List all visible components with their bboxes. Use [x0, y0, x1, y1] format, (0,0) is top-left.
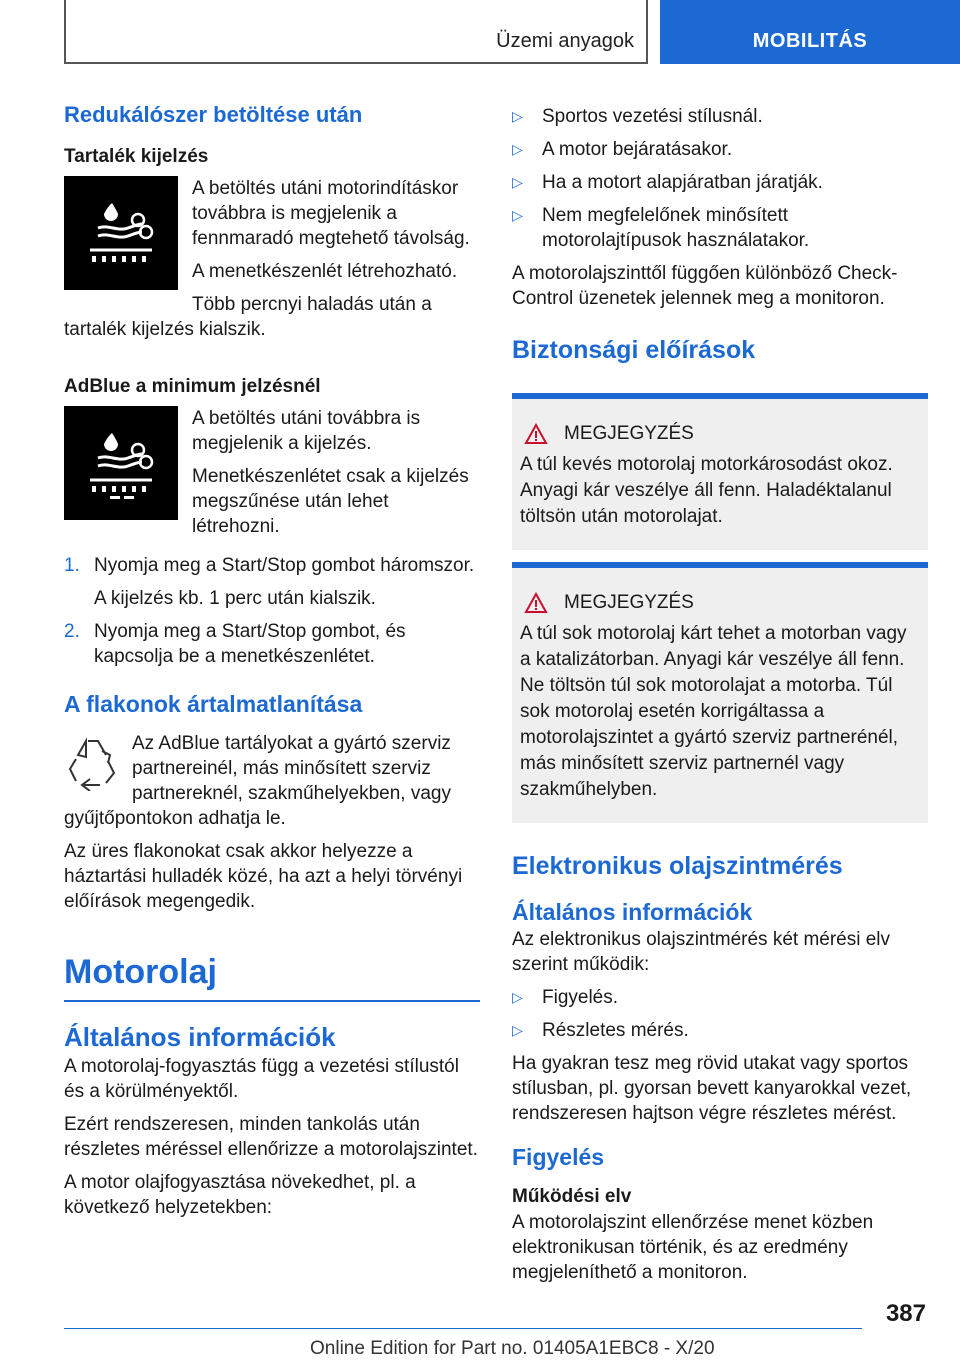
header-section-label: Üzemi anyagok — [496, 30, 634, 52]
list-item — [512, 104, 928, 129]
heading-disposal: A flakonok ártalmatlanítása — [64, 691, 363, 717]
header-chapter-tab — [660, 0, 960, 64]
bullet-triangle-icon: ▷ — [512, 1022, 523, 1038]
note-text: A túl sok motorolaj kárt tehet a motorban vagy a katalizátorban. Anyagi kár veszélye áll fenn. Ne töltsön túl sok motorolajat a motorba. Túl sok motorolaj esetén korrigáltassa a motorolajszintet a gyártó szerviz partnerénél, más minősített szerviz partnernél vagy szakműhelyben. — [520, 623, 907, 800]
note-text: A túl kevés motorolaj motorkárosodást okoz. Anyagi kár veszélye áll fenn. Haladéktalanul töltsön után motorolajat. — [520, 454, 893, 527]
list-item — [512, 985, 928, 1010]
heading-divider — [64, 1000, 480, 1002]
header-section-tab — [64, 0, 648, 64]
heading-reserve: Tartalék kijelzés — [64, 146, 209, 167]
list-item — [512, 1018, 928, 1043]
step-subtext: A kijelzés kb. 1 perc után kialszik. — [94, 588, 376, 609]
heading-minimum: AdBlue a minimum jelzésnél — [64, 376, 321, 397]
electronic-text-2: Ha gyakran tesz meg rövid utakat vagy sportos stílusban, pl. gyorsan bevett kanyarokkal vezet, rendszeresen hajtson végre részletes mérést. — [512, 1053, 912, 1124]
oil-text-2: Ezért rendszeresen, minden tankolás után részletes méréssel ellenőrizze a motorolajszintet. — [64, 1114, 478, 1160]
reserve-text-1: A betöltés utáni motorindításkor továbbra is megjelenik a fennmaradó megtehető távolság. — [192, 178, 470, 249]
electronic-text-1: Az elektronikus olajszintmérés két mérési elv szerint működik: — [512, 929, 891, 975]
note-label: MEGJEGYZÉS — [564, 423, 694, 444]
reserve-text-3: Több percnyi haladás után a tartalék kijelzés kialszik. — [64, 294, 432, 340]
warning-icon — [524, 423, 548, 445]
adblue-minimum-icon — [64, 406, 178, 520]
bullet-triangle-icon: ▷ — [512, 108, 523, 124]
left-column — [64, 100, 480, 1220]
consumption-list — [512, 104, 928, 253]
check-control-text: A motorolajszinttől függően különböző Check-Control üzenetek jelennek meg a monitoron. — [512, 263, 898, 309]
step-number: 1. — [64, 555, 80, 576]
heading-safety: Biztonsági előírások — [512, 336, 756, 364]
list-item — [512, 137, 928, 162]
disposal-text-1: Az AdBlue tartályokat a gyártó szerviz partnereinél, más minősített szerviz partnereknél, szakműhelyekben, vagy gyűjtőpontokon adhatja le. — [64, 733, 451, 829]
heading-electronic-oil-level: Elektronikus olajszintmérés — [512, 852, 843, 880]
minimum-text-2: Menetkészenlétet csak a kijelzés megszűnése után lehet létrehozni. — [192, 466, 469, 537]
bullet-text: Sportos vezetési stílusnál. — [542, 106, 763, 127]
right-column — [512, 104, 928, 1285]
bullet-text: Figyelés. — [542, 987, 619, 1008]
list-item — [512, 203, 928, 253]
oil-text-1: A motorolaj-fogyasztás függ a vezetési stílustól és a körülményektől. — [64, 1056, 459, 1102]
bullet-text: Részletes mérés. — [542, 1020, 689, 1041]
header-chapter-label: MOBILITÁS — [752, 30, 868, 52]
bullet-text: Nem megfelelőnek minősített motorolajtípusok használatakor. — [542, 205, 810, 251]
page-number: 387 — [885, 1300, 926, 1327]
list-item — [64, 553, 480, 578]
footer-edition: Online Edition for Part no. 01405A1EBC8 - X/20 — [310, 1338, 715, 1359]
footer-divider — [64, 1328, 862, 1329]
heading-general-info: Általános információk — [64, 1022, 336, 1052]
heading-principle: Működési elv — [512, 1186, 632, 1207]
reserve-text-2: A menetkészenlét létrehozható. — [192, 261, 458, 282]
warning-icon — [524, 592, 548, 614]
bullet-triangle-icon: ▷ — [512, 207, 523, 223]
step-number: 2. — [64, 621, 80, 642]
minimum-text-1: A betöltés utáni továbbra is megjelenik a kijelzés. — [192, 408, 421, 454]
heading-general-info-2: Általános információk — [512, 899, 753, 925]
list-item — [512, 170, 928, 195]
step-text: Nyomja meg a Start/Stop gombot, és kapcsolja be a menetkészenlétet. — [94, 621, 406, 667]
method-list — [512, 985, 928, 1043]
bullet-triangle-icon: ▷ — [512, 141, 523, 157]
oil-text-3: A motor olajfogyasztása növekedhet, pl. a következő helyzetekben: — [64, 1172, 416, 1218]
recycle-icon — [64, 735, 120, 791]
adblue-reserve-icon — [64, 176, 178, 290]
note-box — [512, 562, 928, 823]
bullet-text: Ha a motort alapjáratban járatják. — [542, 172, 823, 193]
principle-text: A motorolajszint ellenőrzése menet közben elektronikusan történik, és az eredmény megjeleníthető a monitoron. — [512, 1212, 874, 1283]
heading-refill: Redukálószer betöltése után — [64, 102, 363, 127]
step-text: Nyomja meg a Start/Stop gombot háromszor. — [94, 555, 475, 576]
bullet-text: A motor bejáratásakor. — [542, 139, 733, 160]
heading-motorolaj: Motorolaj — [64, 953, 217, 991]
steps-list — [64, 553, 480, 669]
bullet-triangle-icon: ▷ — [512, 174, 523, 190]
disposal-text-2: Az üres flakonokat csak akkor helyezze a háztartási hulladék közé, ha azt a helyi törvényi előírások megengedik. — [64, 841, 463, 912]
heading-monitoring: Figyelés — [512, 1144, 605, 1170]
note-label: MEGJEGYZÉS — [564, 592, 694, 613]
note-box — [512, 393, 928, 550]
list-item — [64, 619, 480, 669]
bullet-triangle-icon: ▷ — [512, 989, 523, 1005]
